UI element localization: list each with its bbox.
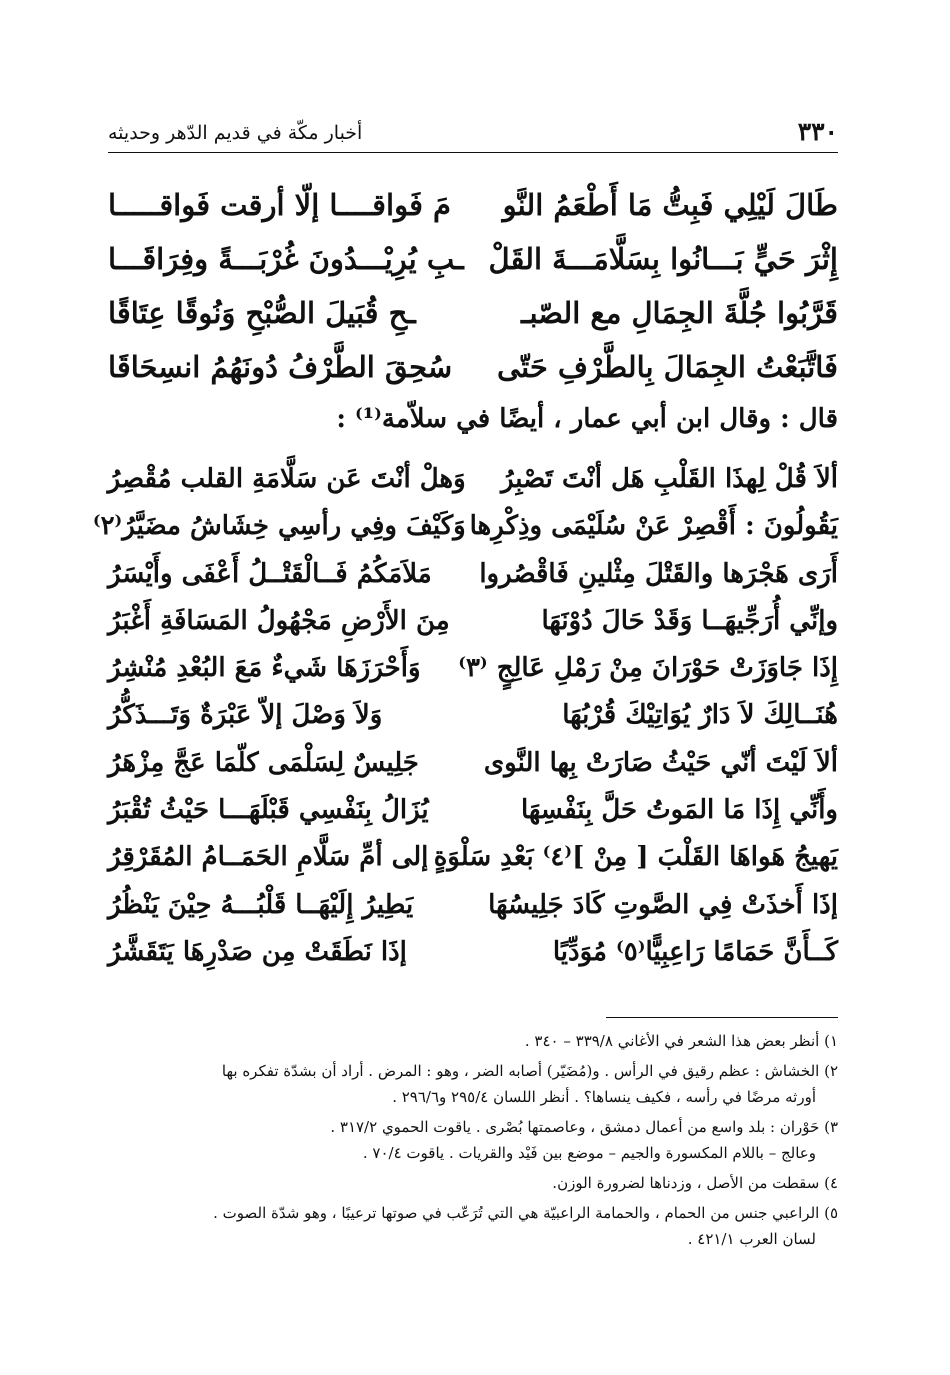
poem-introduction: قال : وقال ابن أبي عمار ، أيضًا في سلاّمة⁽¹⁾ :	[336, 404, 838, 434]
verse-second-hemistich: إذَا نَطَقَتْ مِن صَدْرِهَا يَتَقَشَّرُ	[108, 936, 407, 967]
footnote-line: أورثه مرضًا في رأسه ، فكيف ينساها؟ . أنظر اللسان ٢٩٥/٤ و٢٩٦/٦ .	[392, 1088, 816, 1106]
footnote-line: لسان العرب ٤٢١/١ .	[687, 1230, 816, 1248]
verse-first-hemistich: إِثْرَ حَيٍّ بَـــانُوا بِسَلَّامَـــةَ القَلْ	[488, 242, 838, 276]
verse-first-hemistich: وإنِّي أُرَجِّيهَــا وَقَدْ حَالَ دُوْنَهَا	[541, 605, 838, 636]
verse-line	[108, 692, 838, 739]
footnote-line: ١) أنظر بعض هذا الشعر في الأغاني ٣٣٩/٨ – ٣٤٠ .	[524, 1032, 838, 1050]
running-title: أخبار مكّة في قديم الدّهر وحديثه	[108, 122, 363, 144]
verse-first-hemistich: إذَا أَخذَتْ فِي الصَّوتِ كَادَ جَلِيسُهَا	[488, 889, 838, 920]
verse-first-hemistich: ألاَ لَيْتَ أنّي حَيْثُ صَارَتْ بِها النَّوى	[483, 747, 838, 778]
verse-line	[108, 834, 838, 881]
verse-line	[108, 645, 838, 692]
footnote-line: ٢) الخشاش : عظم رقيق في الرأس . و(مُضَيّر) أصابه الضر ، وهو : المرض . أراد أن بشدّة تفكره بها	[221, 1062, 838, 1080]
verse-second-hemistich: مَلاَمَكُمُ فَــالْقَتْــلُ أَعْفَى وأَيْسَرُ	[108, 558, 432, 589]
verse-first-hemistich: ألاَ قُلْ لِهذَا القَلْبِ هَل أنْتَ تَصْبِرُ	[500, 464, 838, 494]
verse-second-hemistich: يَطِيرُ إِلَيْهَــا قَلْبُـــهُ حِيْنَ يَنْظُرُ	[108, 889, 414, 920]
verse-line	[108, 286, 838, 340]
verse-first-hemistich: قَرَّبُوا جُلَّةَ الجِمَالِ مع الصّبـ	[521, 296, 838, 330]
verse-second-hemistich: يُزَالُ بِنَفْسِي قَبْلَهَـــا حَيْثُ تُقْبَرُ	[108, 795, 429, 826]
footnotes	[108, 1028, 838, 1256]
verse-line	[92, 503, 838, 550]
verse-line	[108, 456, 838, 503]
footnote	[108, 1114, 838, 1166]
verse-second-hemistich: ـبِ يُرِيْـــدُونَ غُرْبَـــةً وفِرَاقَـــا	[108, 242, 464, 276]
verse-first-hemistich: يَقُولُونَ : أَقْصِرْ عَنْ سُلَيْمَى وذِكْرِها	[469, 511, 838, 542]
footnote	[108, 1028, 838, 1054]
page-number: ٣٣٠	[797, 117, 838, 146]
verse-line	[108, 551, 838, 598]
verse-first-hemistich: هُنَــالِكَ لاَ دَارٌ يُوَاتِيْكَ قُرْبُهَا	[562, 700, 838, 731]
verse-second-hemistich: وَأَحْرَزَهَا شَيءٌ مَعَ البُعْدِ مُنْشِرُ	[108, 653, 421, 684]
verse-first-hemistich: أَرَى هَجْرَها والقَتْلَ مِثْلينِ فَاقْصُروا	[479, 558, 838, 589]
verse-line	[108, 929, 838, 976]
verse-second-hemistich: وَلاَ وَصْلَ إلاّ عَبْرَةٌ وَتَـــذَكُّرُ	[108, 700, 383, 731]
verse-line	[108, 882, 838, 929]
verse-second-hemistich: ـحِ قُبَيلَ الصُّبْحِ وَنُوقًا عِتَاقًا	[108, 296, 416, 330]
verse-line	[108, 740, 838, 787]
verse-first-hemistich: وأَنِّي إِذَا مَا المَوتُ حَلَّ بِنَفْسِهَا	[520, 795, 838, 826]
footnote	[108, 1058, 838, 1110]
verse-line	[108, 232, 838, 286]
verse-first-hemistich: طَالَ لَيْلِي فَبِتُّ مَا أَطْعَمُ النَّو	[502, 188, 838, 222]
verse-second-hemistich: مَ فَواقــــا إلّا أرقت فَواقـــــا	[108, 188, 452, 222]
poem-first	[108, 178, 838, 394]
poem-second	[92, 456, 838, 976]
page-header	[108, 112, 838, 153]
verse-second-hemistich: سُحِقَ الطَّرْفُ دُونَهُمُ انسِحَاقَا	[108, 350, 453, 384]
verse-line	[108, 787, 838, 834]
verse-second-hemistich: إلى أمِّ سَلَّامِ الحَمَــامُ المُقَرْقِرُ	[108, 842, 429, 873]
footnote-line: ٣) حَوْران : بلد واسع من أعمال دمشق ، وعاصمتها بُصْرى . ياقوت الحموي ٣١٧/٢ .	[330, 1118, 838, 1136]
footnote-line: ٤) سقطت من الأصل ، وزدناها لضرورة الوزن.	[552, 1174, 838, 1192]
footnote	[108, 1170, 838, 1196]
verse-first-hemistich: فَاتَّبَعْتُ الجِمَالَ بِالطَّرْفِ حَتّى	[496, 350, 838, 384]
verse-line	[108, 340, 838, 394]
verse-second-hemistich: جَلِيسٌ لِسَلْمَى كلّمَا عَجَّ مِزْهَرُ	[108, 747, 419, 778]
verse-first-hemistich: يَهيجُ هَواهَا القَلْبَ [ مِنْ ]⁽٤⁾ بَعْدِ سَلْوَةٍ	[433, 842, 838, 873]
verse-second-hemistich: وَكَيْفَ وفِي رأسِي خِشَاشُ مضَيَّرُ⁽٢⁾	[92, 511, 466, 542]
verse-first-hemistich: إِذَا جَاوَزَتْ حَوْرَانَ مِنْ رَمْلِ عَالِجٍ ⁽٣⁾	[458, 653, 838, 684]
verse-first-hemistich: كَــأَنَّ حَمَامًا رَاعِبِيًّا⁽٥⁾ مُوَدِّيًا	[552, 936, 838, 967]
verse-second-hemistich: مِنَ الأَرْضِ مَجْهُولُ المَسَافَةِ أَغْبَرُ	[108, 605, 450, 636]
verse-line	[108, 178, 838, 232]
verse-second-hemistich: وَهلْ أنْتَ عَن سَلَّامَةِ القلب مُقْصِرُ	[107, 464, 466, 494]
verse-line	[108, 598, 838, 645]
footnote-line: ٥) الراعبي جنس من الحمام ، والحمامة الراعبيّة هي التي تُرَعّب في صوتها ترعيبًا ، وهو شدّة الصوت .	[213, 1204, 838, 1222]
footnote-separator	[606, 1017, 838, 1018]
footnote-line: وعالج – باللام المكسورة والجيم – موضع بين فَيْد والقريات . ياقوت ٧٠/٤ .	[362, 1144, 816, 1162]
footnote	[108, 1200, 838, 1252]
